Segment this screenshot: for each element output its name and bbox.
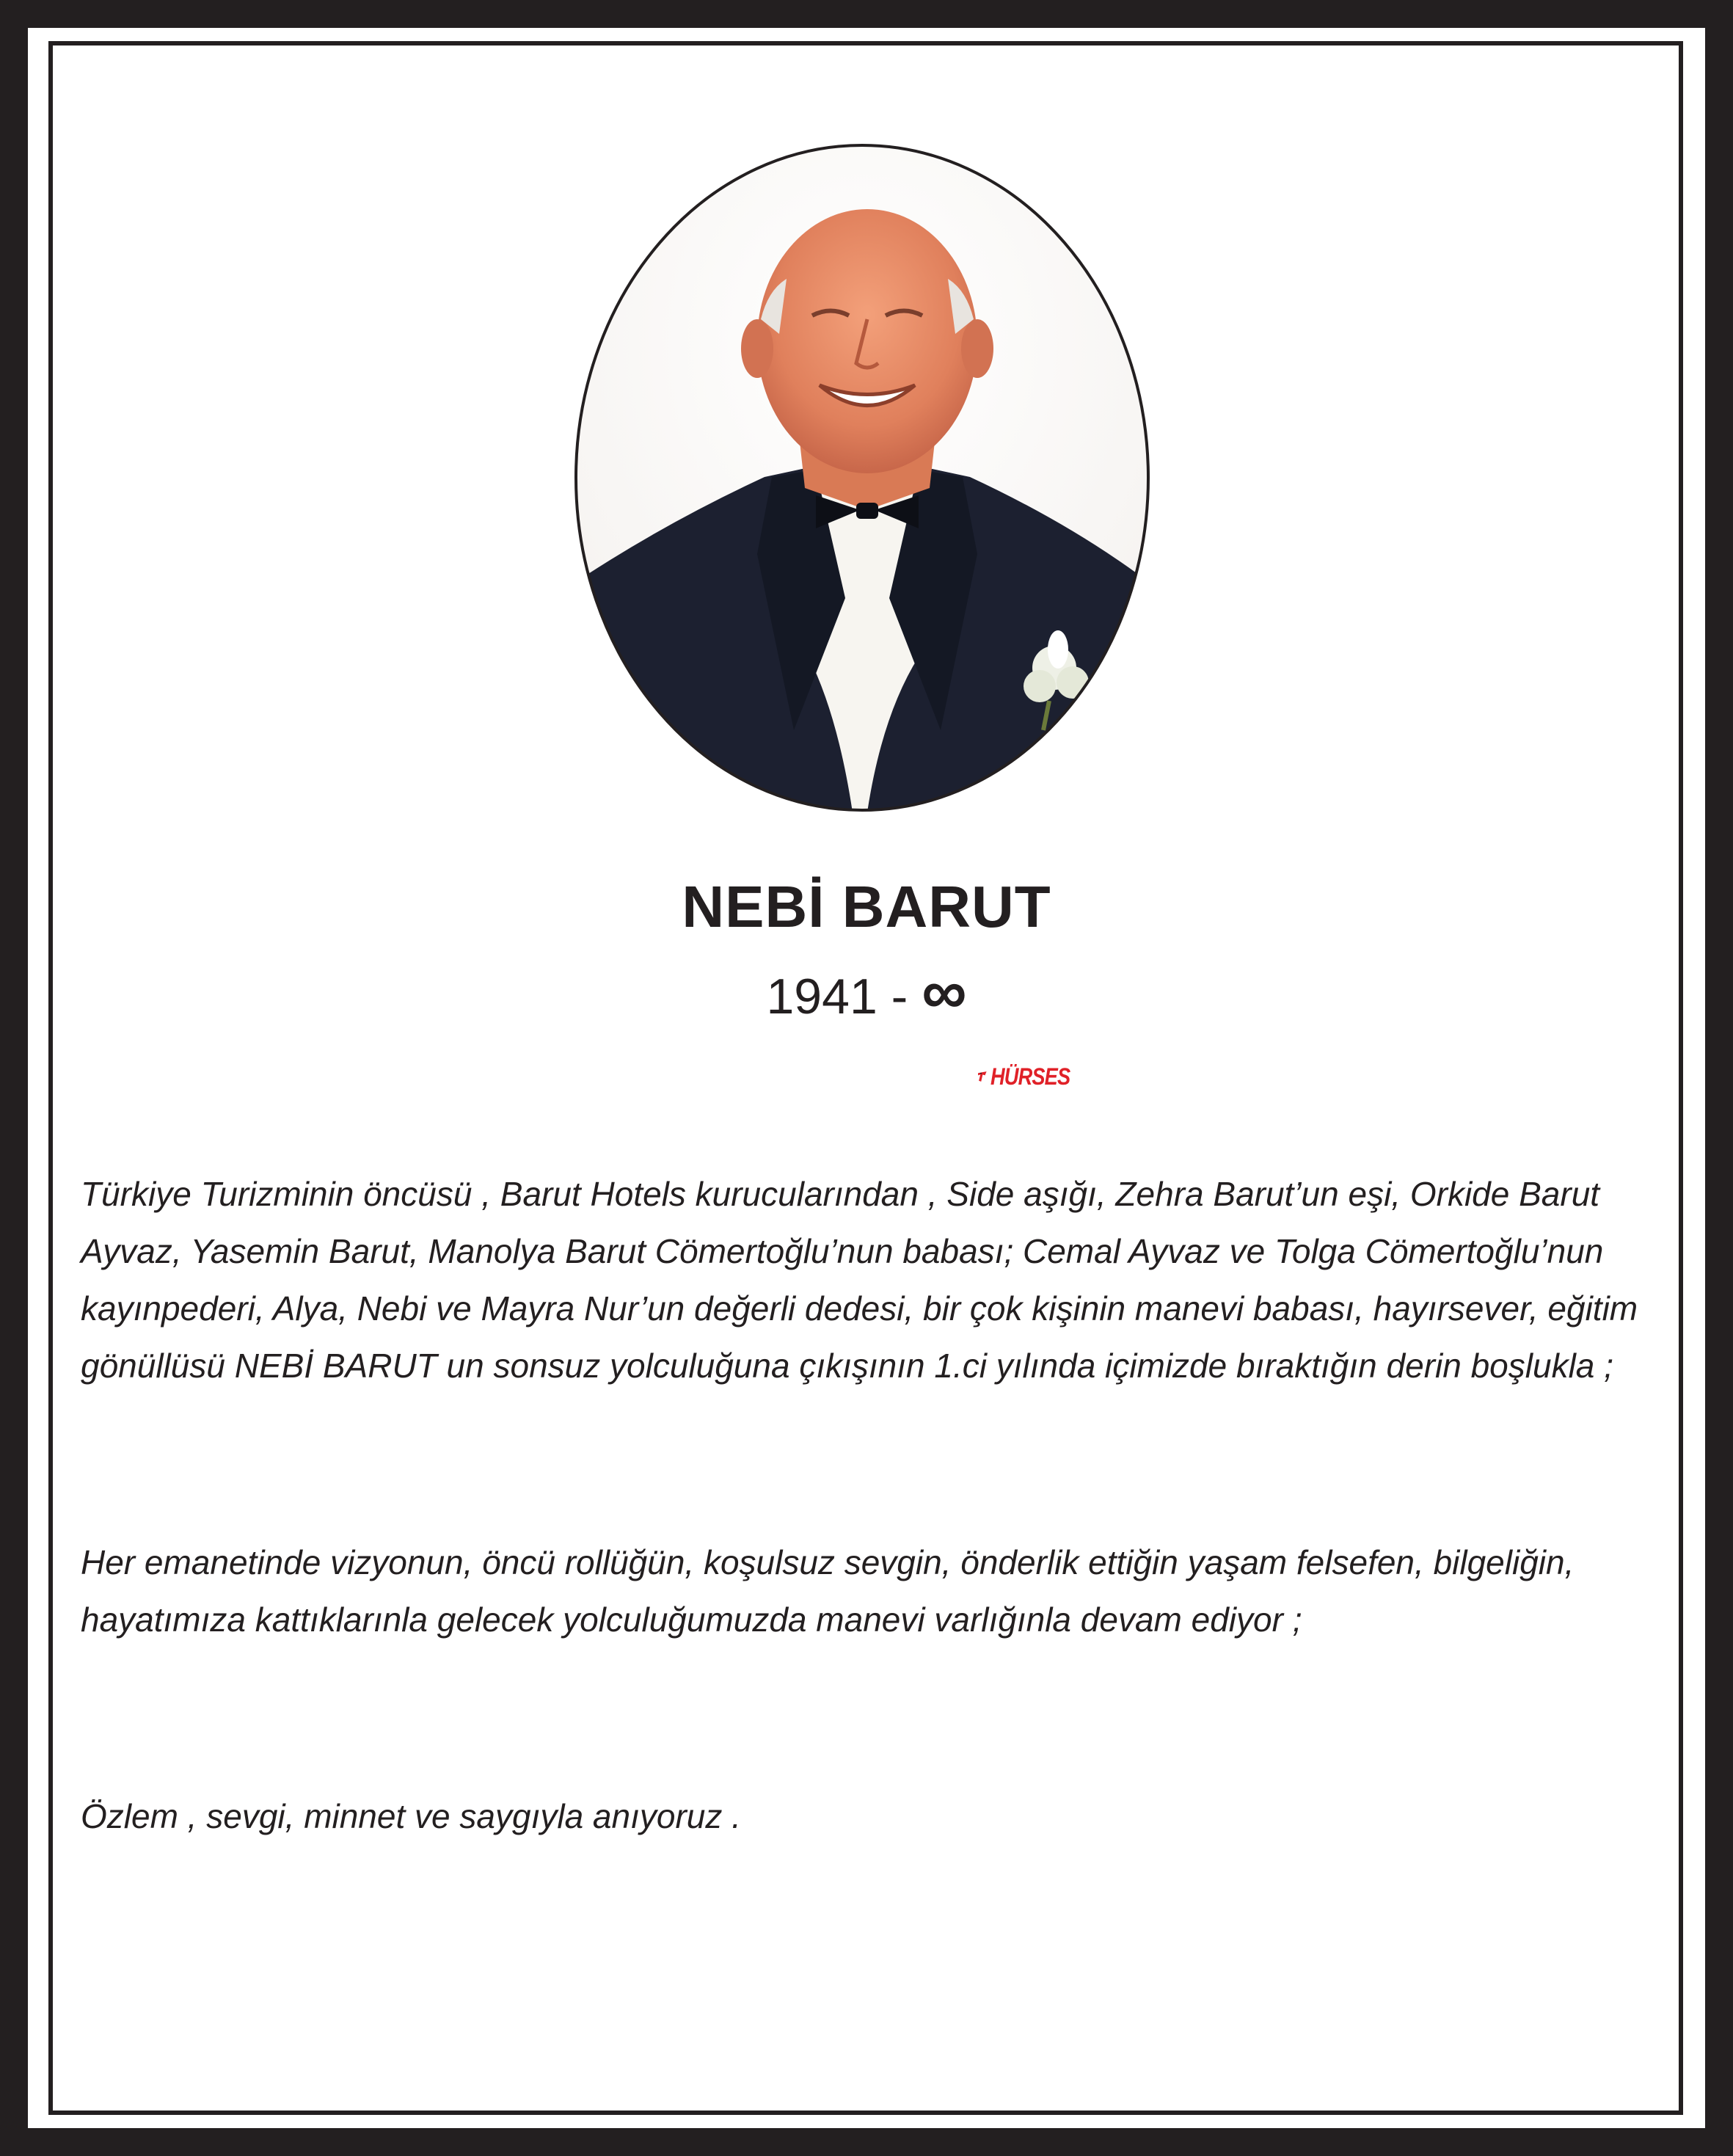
closing-line: Özlem , sevgi, minnet ve saygıyla anıyoruz . <box>81 1797 741 1835</box>
logo-mark-icon <box>977 1066 988 1088</box>
logo-text: HÜRSES <box>990 1063 1070 1090</box>
deceased-name: NEBİ BARUT <box>682 874 1051 939</box>
birth-year: 1941 - <box>766 969 908 1024</box>
life-years <box>0 956 1733 1029</box>
tribute-paragraph-2: Her emanetinde vizyonun, öncü rollüğün, koşulsuz sevgin, önderlik ettiğin yaşam felsefen, bilgeliğin, hayatımıza kattıklarınla gelecek yolculuğumuzda manevi varlığınla devam ediyor ; <box>81 1543 1575 1639</box>
infinity-symbol: ∞ <box>922 957 967 1027</box>
tribute-paragraph-1: Türkiye Turizminin öncüsü , Barut Hotels kurucularından , Side aşığı, Zehra Barut’un eşi, Orkide Barut Ayvaz, Yasemin Barut, Manolya Barut Cömertoğlu’nun babası; Cemal Ayvaz ve Tolga Cömertoğlu’nun kayınpederi, Alya, Nebi ve Mayra Nur’un değerli dedesi, bir çok kişinin manevi babası, hayırsever, eğitim gönüllüsü NEBİ BARUT un sonsuz yolculuğuna çıkışının 1.ci yılında içimizde bıraktığın derin boşlukla ; <box>81 1175 1638 1385</box>
portrait-photo <box>574 143 1150 812</box>
hurses-logo <box>977 1062 1084 1091</box>
